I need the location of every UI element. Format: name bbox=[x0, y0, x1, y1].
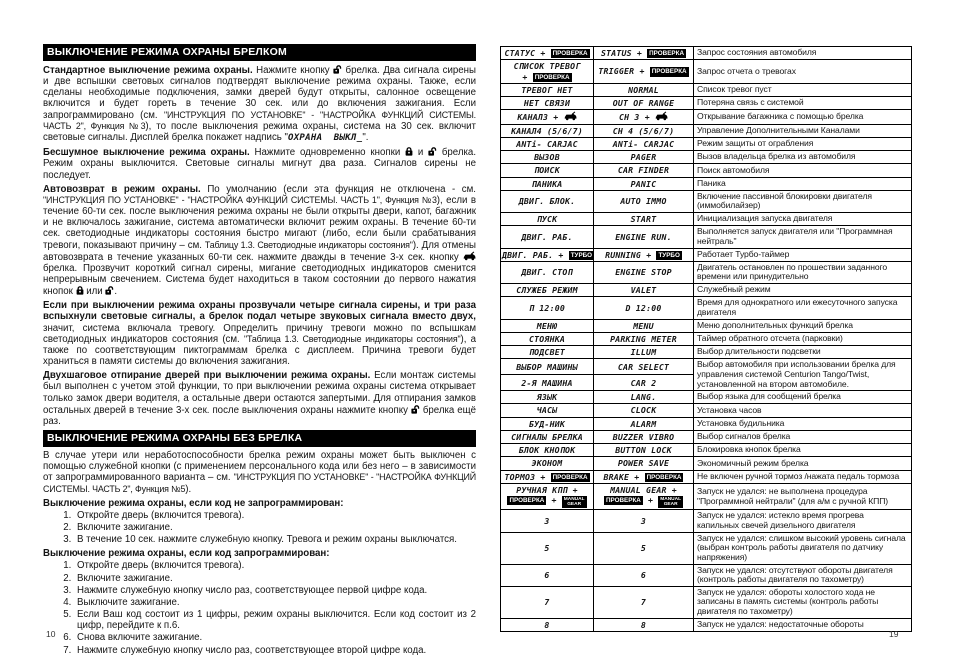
reference-text: Таблицу 1.3. Светодиодные индикаторы состояния" bbox=[204, 239, 413, 250]
cell-display-en: ENGINE RUN. bbox=[594, 226, 694, 248]
body-text: . bbox=[114, 286, 118, 298]
body-paragraph bbox=[43, 370, 476, 427]
body-text: BRAKE + bbox=[603, 471, 645, 482]
body-text: ). bbox=[185, 483, 192, 495]
cell-display-en: CH 4 (5/6/7) bbox=[594, 124, 694, 137]
body-paragraph bbox=[43, 146, 476, 180]
table-row bbox=[501, 618, 912, 631]
body-text: ). Для отмены автовозврата в течение указанных 60-ти сек. нажмите дважды в течение 3-х сек. кнопку bbox=[43, 239, 477, 263]
table-row bbox=[501, 430, 912, 443]
cell-display-en: LANG. bbox=[594, 391, 694, 404]
body-text: СТАТУС + bbox=[504, 48, 551, 58]
body-text: ". bbox=[362, 131, 369, 143]
list-step: 1. Откройте дверь (включится тревога). bbox=[74, 560, 476, 571]
cell-display-en: PAGER bbox=[594, 151, 694, 164]
table-row bbox=[501, 177, 912, 190]
cell-description: Вызов владельца брелка из автомобиля bbox=[694, 151, 912, 164]
table-row bbox=[501, 47, 912, 60]
table-row bbox=[501, 213, 912, 226]
body-text: значит, система включала тревогу. Определить причину тревоги можно по вспышкам светодиодных индикаторов состояния (см. bbox=[43, 322, 476, 345]
table-row bbox=[501, 346, 912, 359]
cell-display-ru bbox=[501, 47, 594, 60]
table-row bbox=[501, 97, 912, 110]
body-text: ), а также по соответствующим пиктограммам брелка с дисплеем. Причина тревоги будет храниться в памяти системы до включения зажигания. bbox=[43, 333, 476, 368]
cell-display-en bbox=[594, 110, 694, 124]
left-page-content bbox=[43, 44, 476, 656]
cell-description: Список тревог пуст bbox=[694, 83, 912, 96]
cell-display-ru bbox=[501, 483, 594, 510]
cell-display-ru: 3 bbox=[501, 510, 594, 532]
body-text: ТОРМОЗ + bbox=[504, 471, 551, 482]
cell-description: Выбор автомобиля при использовании брелка для управления системой Centurion Tango/Twist, установленной на втором автомобиле. bbox=[694, 359, 912, 391]
cell-description: Поиск автомобиля bbox=[694, 164, 912, 177]
body-text: Нажмите одновременно кнопки bbox=[249, 147, 406, 159]
cell-display-en: POWER SAVE bbox=[594, 457, 694, 470]
table-row bbox=[501, 164, 912, 177]
cell-display-en: D 12:00 bbox=[594, 297, 694, 319]
cell-display-ru: ДВИГ. РАБ. bbox=[501, 226, 594, 248]
cell-display-ru: КАНАЛ4 (5/6/7) bbox=[501, 124, 594, 137]
body-text: РУЧНАЯ КПП + bbox=[516, 484, 578, 495]
table-row bbox=[501, 284, 912, 297]
cell-display-ru: СЛУЖЕБ РЕЖИМ bbox=[501, 284, 594, 297]
table-row bbox=[501, 510, 912, 532]
cell-description: Запуск не удался: отсутствуют обороты двигателя (контроль работы двигателя по тахометру) bbox=[694, 564, 912, 586]
table-row bbox=[501, 404, 912, 417]
body-text: Если монтаж системы был выполнен с учетом этой функции, то при выключении режима охраны система открывает только замок двери водителя, а остальные двери остаются запертыми. Для отпирания замков остальных дверей в течение 3-х сек. после выключения охраны нажмите кнопку bbox=[43, 370, 477, 416]
trunk-button-icon bbox=[564, 111, 577, 121]
table-row bbox=[501, 137, 912, 150]
cell-display-en: VALET bbox=[594, 284, 694, 297]
table-row bbox=[501, 151, 912, 164]
list-step: 2. Включите зажигание. bbox=[74, 573, 476, 584]
cell-description: Работает Турбо-таймер bbox=[694, 248, 912, 261]
table-row bbox=[501, 60, 912, 84]
table-row bbox=[501, 564, 912, 586]
cell-display-ru: 8 bbox=[501, 618, 594, 631]
list-step: 3. В течение 10 сек. нажмите служебную кнопку. Тревога и режим охраны выключатся. bbox=[74, 534, 476, 545]
cell-description: Меню дополнительных функций брелка bbox=[694, 319, 912, 332]
cell-description: Двигатель остановлен по прошествии заданного времени или принудительно bbox=[694, 261, 912, 283]
reference-text: "ИНСТРУКЦИЯ ПО УСТАНОВКЕ" - "НАСТРОЙКА ФУНКЦИЙ СИСТЕМЫ. ЧАСТЬ 2", Функция №5 bbox=[43, 472, 476, 494]
cell-display-en: 3 bbox=[594, 510, 694, 532]
section-header-bar: ВЫКЛЮЧЕНИЕ РЕЖИМА ОХРАНЫ БРЕЛКОМ bbox=[43, 44, 476, 61]
cell-description: Инициализация запуска двигателя bbox=[694, 213, 912, 226]
cell-display-en: NORMAL bbox=[594, 83, 694, 96]
cell-description: Выбор языка для сообщений брелка bbox=[694, 391, 912, 404]
cell-display-ru: ПУСК bbox=[501, 213, 594, 226]
cell-description: Запуск не удался: не выполнена процедура "Программной нейтрали" (для а/м с ручной КПП) bbox=[694, 483, 912, 510]
list-step: 6. Снова включите зажигание. bbox=[74, 632, 476, 643]
display-badge: ПРОВЕРКА bbox=[552, 50, 588, 57]
body-text: КАНАЛ3 + bbox=[517, 112, 564, 123]
lock-closed-icon bbox=[76, 285, 84, 295]
cell-display-en bbox=[594, 470, 694, 483]
cell-display-ru: ЭКОНОМ bbox=[501, 457, 594, 470]
bold-text: Двухшаговое отпирание дверей при выключении режима охраны. bbox=[43, 370, 371, 382]
cell-display-en: BUZZER VIBRO bbox=[594, 430, 694, 443]
display-badge: ПРОВЕРКА bbox=[651, 68, 687, 76]
cell-display-ru: СТОЯНКА bbox=[501, 332, 594, 345]
cell-display-ru: МЕНЮ bbox=[501, 319, 594, 332]
cell-display-en: CAR 2 bbox=[594, 375, 694, 391]
table-row bbox=[501, 124, 912, 137]
cell-description: Блокировка кнопок брелка bbox=[694, 444, 912, 457]
cell-description: Не включен ручной тормоз /нажата педаль тормоза bbox=[694, 470, 912, 483]
cell-display-en: START bbox=[594, 213, 694, 226]
cell-display-ru: ВЫЗОВ bbox=[501, 151, 594, 164]
cell-display-ru: П 12:00 bbox=[501, 297, 594, 319]
table-row bbox=[501, 83, 912, 96]
body-text: В случае утери или неработоспособности брелка режим охраны может быть выключен с помощью служебной кнопки (с применением персонального кода или без него – в зависимости от запрограммированного варианта – см. bbox=[43, 450, 476, 484]
list-step: 5. Если Ваш код состоит из 1 цифры, режим охраны выключится. Если код состоит из 2 цифр, перейдите к п.6. bbox=[74, 609, 476, 631]
table-row bbox=[501, 110, 912, 124]
bold-text: Если при выключении режима охраны прозвучали четыре сигнала сирены, и три раза вспыхнули световые сигналы, а брелок подал четыре звуковых сигнала вместо двух, bbox=[43, 300, 476, 323]
cell-display-ru: 6 bbox=[501, 564, 594, 586]
cell-display-ru: ТРЕВОГ НЕТ bbox=[501, 83, 594, 96]
reference-text: "ИНСТРУКЦИЯ ПО УСТАНОВКЕ" - "НАСТРОЙКА ФУНКЦИЙ СИСТЕМЫ. ЧАСТЬ 1", Функция №3 bbox=[43, 194, 437, 205]
lock-closed-icon bbox=[405, 146, 413, 156]
cell-description: Управление Дополнительными Каналами bbox=[694, 124, 912, 137]
cell-display-ru: НЕТ СВЯЗИ bbox=[501, 97, 594, 110]
cell-description: Запуск не удался: слишком высокий уровень сигнала (выбран контроль работы двигателя по датчику напряжения) bbox=[694, 532, 912, 564]
body-text: + bbox=[522, 71, 533, 82]
table-row bbox=[501, 190, 912, 212]
table-row bbox=[501, 417, 912, 430]
body-text: или bbox=[83, 286, 106, 298]
table-row bbox=[501, 248, 912, 261]
display-badge: ПРОВЕРКА bbox=[552, 473, 588, 481]
body-text: брелка. Режим охраны выключится. Световые сигналы мигнут два раза. Сигналов сирены не последует. bbox=[43, 147, 477, 181]
cell-display-ru bbox=[501, 110, 594, 124]
cell-display-ru: 7 bbox=[501, 586, 594, 618]
page-number-left: 10 bbox=[46, 629, 56, 639]
cell-display-en: ALARM bbox=[594, 417, 694, 430]
cell-display-en: CAR SELECT bbox=[594, 359, 694, 375]
table-row bbox=[501, 586, 912, 618]
body-text: STATUS + bbox=[600, 48, 648, 58]
body-text: ДВИГ. РАБ. + bbox=[502, 249, 569, 260]
section-header-bar: ВЫКЛЮЧЕНИЕ РЕЖИМА ОХРАНЫ БЕЗ БРЕЛКА bbox=[43, 430, 476, 447]
cell-display-en: MENU bbox=[594, 319, 694, 332]
table-row bbox=[501, 261, 912, 283]
list-step: 7. Нажмите служебную кнопку число раз, соответствующее второй цифре кода. bbox=[74, 645, 476, 656]
cell-description: Запрос отчета о тревогах bbox=[694, 60, 912, 84]
table-row bbox=[501, 532, 912, 564]
cell-display-en: ANTi- CARJAC bbox=[594, 137, 694, 150]
body-text: брелка. Два сигнала сирены и две вспышки световых сигналов подтвердят выключение режима охраны. Также, если сделаны необходимые подключения, замки дверей будут открыты, салонное освещение включится и будет гореть в течение 30 сек. или до включения зажигания. Если запрограммировано (см. bbox=[43, 65, 476, 121]
left-page bbox=[43, 44, 476, 659]
cell-display-en: PARKING METER bbox=[594, 332, 694, 345]
display-badge: ПРОВЕРКА bbox=[534, 73, 570, 81]
body-text: ), то после выключения режима охраны, система на 30 сек. включит световые сигналы. Дисплей брелка покажет надпись " bbox=[43, 120, 476, 143]
table-row bbox=[501, 226, 912, 248]
bold-text: Бесшумное выключение режима охраны. bbox=[43, 147, 250, 159]
list-step: 2. Включите зажигание. bbox=[74, 522, 476, 533]
page-number-right: 19 bbox=[889, 629, 899, 639]
cell-description: Режим защиты от ограбления bbox=[694, 137, 912, 150]
display-badge: ПРОВЕРКА bbox=[605, 497, 641, 505]
body-paragraph bbox=[43, 64, 476, 143]
cell-display-ru: БЛОК КНОПОК bbox=[501, 444, 594, 457]
numbered-list bbox=[43, 510, 476, 545]
table-row bbox=[501, 391, 912, 404]
list-heading: Выключение режима охраны, если код запрограммирован: bbox=[43, 548, 330, 560]
cell-description: Запрос состояния автомобиля bbox=[694, 47, 912, 60]
reference-text: "ИНСТРУКЦИЯ ПО УСТАНОВКЕ" - "НАСТРОЙКА ФУНКЦИЙ СИСТЕМЫ. ЧАСТЬ 2", Функция №3 bbox=[43, 109, 476, 131]
cell-display-ru: ПАНИКА bbox=[501, 177, 594, 190]
list-heading: Выключение режима охраны, если код не запрограммирован: bbox=[43, 497, 344, 509]
cell-display-en: AUTO IMMO bbox=[594, 190, 694, 212]
table-row bbox=[501, 319, 912, 332]
cell-description: Потеряна связь с системой bbox=[694, 97, 912, 110]
body-text: ), если в течение 60-ти сек. после выключения режима охраны не были открыты двери, капот, багажник и не включалось зажигание, система автоматически включит режим охраны. В течение 60-ти сек. светодиодные индикаторы состояния быстро мигают (либо, если были срабатывания тревоги, показывают причину – см. bbox=[43, 194, 476, 251]
cell-description: Запуск не удался: недостаточные обороты bbox=[694, 618, 912, 631]
cell-display-ru: ЧАСЫ bbox=[501, 404, 594, 417]
body-text: брелка ещё раз. bbox=[43, 404, 477, 427]
table-row bbox=[501, 359, 912, 375]
cell-display-en: 7 bbox=[594, 586, 694, 618]
cell-description: Запуск не удался: истекло время прогрева капильных свечей дизельного двигателя bbox=[694, 510, 912, 532]
cell-display-ru: ДВИГ. БЛОК. bbox=[501, 190, 594, 212]
lock-open-icon bbox=[411, 404, 420, 414]
display-badge: ПРОВЕРКА bbox=[649, 50, 685, 57]
list-step: 3. Нажмите служебную кнопку число раз, соответствующее первой цифре кода. bbox=[74, 585, 476, 596]
body-text: MANUAL GEAR + bbox=[610, 484, 677, 495]
cell-description: Служебный режим bbox=[694, 284, 912, 297]
cell-description: Запуск не удался: обороты холостого хода не записаны в память системы (контроль работы двигателя по тахометру) bbox=[694, 586, 912, 618]
table-row bbox=[501, 332, 912, 345]
body-paragraph bbox=[43, 184, 476, 298]
body-text: TRIGGER + bbox=[598, 66, 650, 77]
body-text: Нажмите кнопку bbox=[252, 65, 334, 76]
trunk-button-icon bbox=[655, 111, 668, 121]
reference-text: "Таблица 1.3. Светодиодные индикаторы состояния" bbox=[243, 333, 461, 344]
cell-display-en: 5 bbox=[594, 532, 694, 564]
cell-display-ru: ВЫБОР МАШИНЫ bbox=[501, 359, 594, 375]
body-text: RUNNING + bbox=[605, 249, 657, 260]
cell-display-en: PANIC bbox=[594, 177, 694, 190]
cell-display-en bbox=[594, 47, 694, 60]
cell-description: Установка будильника bbox=[694, 417, 912, 430]
cell-display-en: 6 bbox=[594, 564, 694, 586]
table-row bbox=[501, 297, 912, 319]
cell-description: Включение пассивной блокировки двигателя (иммобилайзер) bbox=[694, 190, 912, 212]
cell-display-ru: ЯЗЫК bbox=[501, 391, 594, 404]
cell-description: Время для однократного или ежесуточного запуска двигателя bbox=[694, 297, 912, 319]
cell-display-en: BUTTON LOCK bbox=[594, 444, 694, 457]
display-text: ОХРАНА ВЫКЛ_ bbox=[287, 132, 363, 143]
body-text: СПИСОК ТРЕВОГ bbox=[513, 61, 581, 72]
cell-display-ru: 2-Я МАШИНА bbox=[501, 375, 594, 391]
cell-display-ru bbox=[501, 470, 594, 483]
display-badge: ПРОВЕРКА bbox=[509, 497, 545, 505]
table-row bbox=[501, 470, 912, 483]
body-text: и bbox=[413, 147, 429, 159]
list-step: 4. Выключите зажигание. bbox=[74, 597, 476, 608]
cell-display-ru: ПОДСВЕТ bbox=[501, 346, 594, 359]
cell-description: Выбор длительности подсветки bbox=[694, 346, 912, 359]
cell-display-en: ENGINE STOP bbox=[594, 261, 694, 283]
cell-description: Установка часов bbox=[694, 404, 912, 417]
numbered-list bbox=[43, 560, 476, 655]
cell-display-en: ILLUM bbox=[594, 346, 694, 359]
trunk-button-icon bbox=[463, 251, 476, 261]
cell-description: Экономичный режим брелка bbox=[694, 457, 912, 470]
cell-display-ru bbox=[501, 60, 594, 84]
display-badge: ТУРБО bbox=[658, 251, 680, 259]
display-badge: MANUAL GEAR bbox=[563, 496, 585, 508]
cell-description: Таймер обратного отсчета (парковки) bbox=[694, 332, 912, 345]
body-text: По умолчанию (если эта функция не отключена - см. bbox=[200, 183, 476, 195]
lock-open-icon bbox=[333, 64, 342, 74]
cell-display-en bbox=[594, 60, 694, 84]
display-badge: ПРОВЕРКА bbox=[646, 473, 682, 481]
cell-display-en: CLOCK bbox=[594, 404, 694, 417]
display-badge: MANUAL GEAR bbox=[660, 496, 682, 508]
status-table bbox=[500, 46, 912, 632]
body-text: + bbox=[546, 495, 562, 506]
table-row bbox=[501, 444, 912, 457]
cell-display-ru: ПОИСК bbox=[501, 164, 594, 177]
bold-text: Стандартное выключение режима охраны. bbox=[43, 65, 253, 76]
display-badge: ТУРБО bbox=[570, 251, 593, 259]
right-page bbox=[500, 46, 906, 632]
cell-display-ru: ДВИГ. СТОП bbox=[501, 261, 594, 283]
cell-description: Открывание багажника с помощью брелка bbox=[694, 110, 912, 124]
bold-text: Автовозврат в режим охраны. bbox=[43, 183, 201, 195]
body-text: + bbox=[642, 495, 659, 506]
cell-display-en: 8 bbox=[594, 618, 694, 631]
table-row bbox=[501, 483, 912, 510]
cell-display-ru: БУД-НИК bbox=[501, 417, 594, 430]
lock-open-icon bbox=[428, 146, 437, 156]
cell-display-ru: СИГНАЛЫ БРЕЛКА bbox=[501, 430, 594, 443]
cell-description: Паника bbox=[694, 177, 912, 190]
list-step: 1. Откройте дверь (включится тревога). bbox=[74, 510, 476, 521]
body-paragraph bbox=[43, 450, 476, 495]
cell-display-en bbox=[594, 483, 694, 510]
cell-description: Выбор сигналов брелка bbox=[694, 430, 912, 443]
body-text: брелка. Прозвучит короткий сигнал сирены, мигание светодиодных индикаторов сменится непрерывным свечением. Система будет находиться в таком состоянии до первого нажатия кнопок bbox=[43, 262, 476, 298]
cell-description: Выполняется запуск двигателя или "Программная нейтраль" bbox=[694, 226, 912, 248]
table-row bbox=[501, 457, 912, 470]
cell-display-en: OUT OF RANGE bbox=[594, 97, 694, 110]
cell-display-ru bbox=[501, 248, 594, 261]
cell-display-en bbox=[594, 248, 694, 261]
cell-display-ru: 5 bbox=[501, 532, 594, 564]
cell-display-ru: ANTi- CARJAC bbox=[501, 137, 594, 150]
body-paragraph bbox=[43, 300, 476, 367]
body-text: CH 3 + bbox=[619, 112, 655, 123]
cell-display-en: CAR FINDER bbox=[594, 164, 694, 177]
